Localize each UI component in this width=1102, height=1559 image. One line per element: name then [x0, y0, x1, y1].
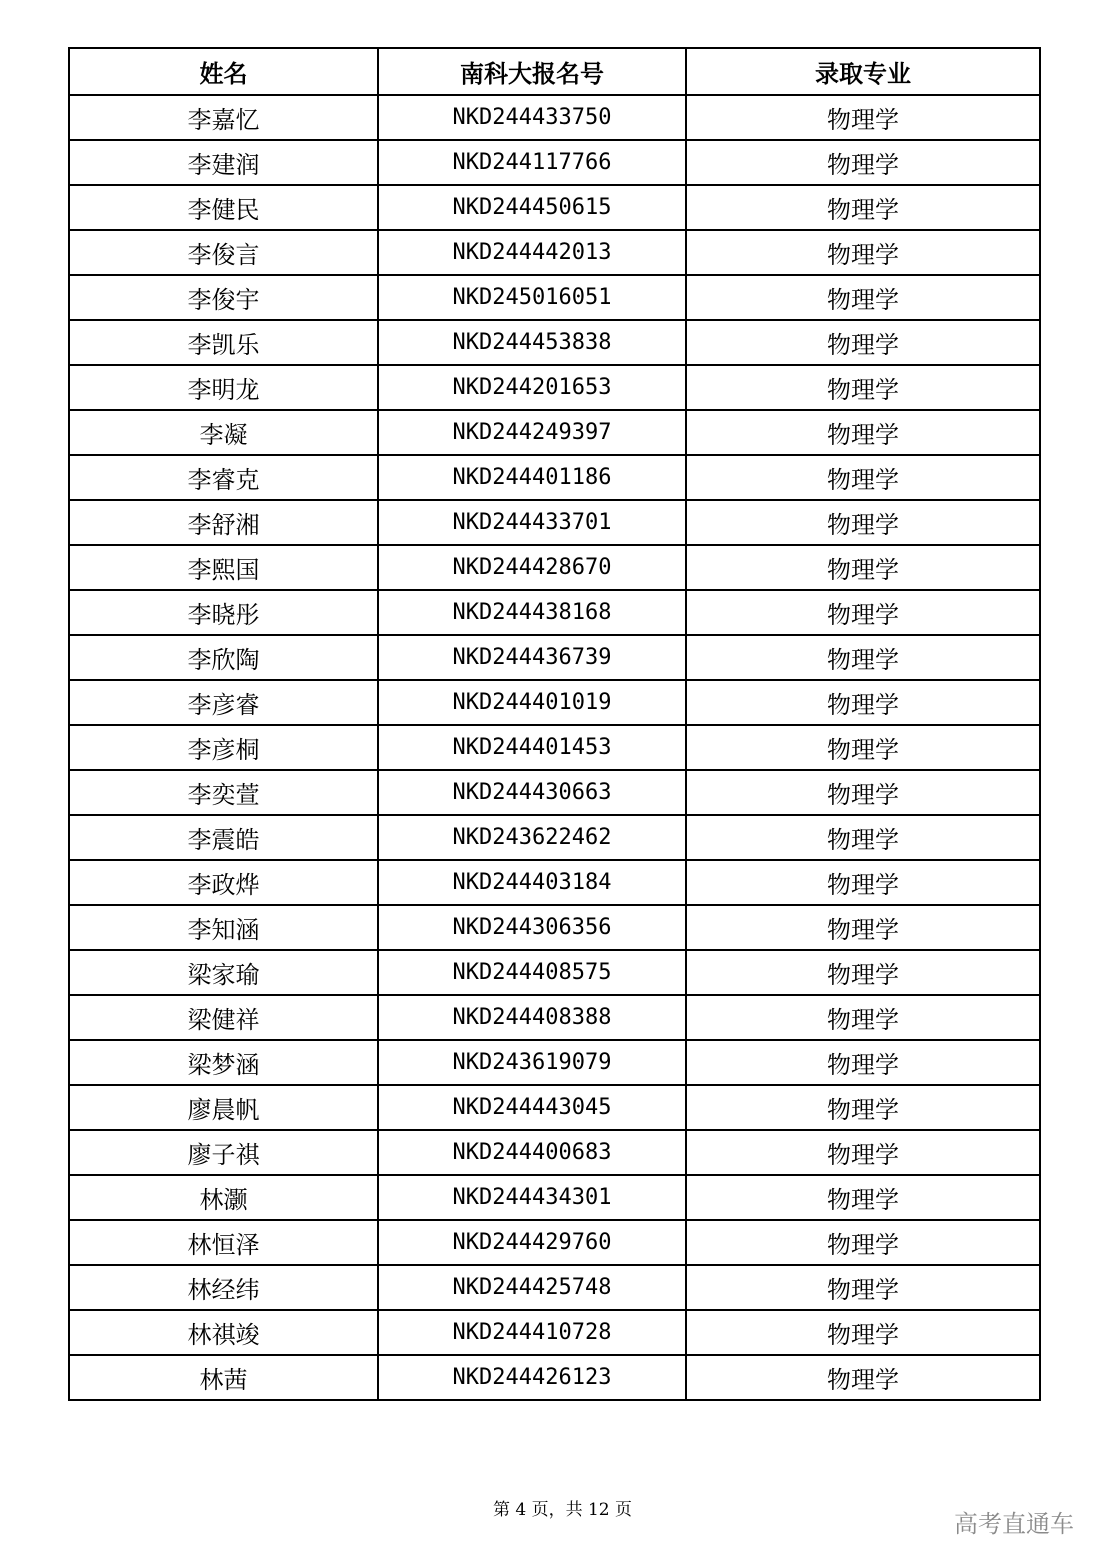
admitted-major: 物理学 — [686, 95, 1040, 140]
registration-number: NKD244428670 — [378, 545, 686, 590]
registration-number: NKD244450615 — [378, 185, 686, 230]
table-row — [69, 1085, 1040, 1130]
admitted-major: 物理学 — [686, 230, 1040, 275]
admitted-major: 物理学 — [686, 680, 1040, 725]
admitted-major: 物理学 — [686, 860, 1040, 905]
registration-number: NKD244401453 — [378, 725, 686, 770]
student-name: 梁健祥 — [69, 995, 378, 1040]
admitted-major: 物理学 — [686, 1085, 1040, 1130]
watermark: 高考直通车 — [954, 1510, 1074, 1538]
registration-number: NKD244425748 — [378, 1265, 686, 1310]
admitted-major: 物理学 — [686, 500, 1040, 545]
admitted-major: 物理学 — [686, 1310, 1040, 1355]
registration-number: NKD244442013 — [378, 230, 686, 275]
table-row — [69, 1310, 1040, 1355]
admitted-major: 物理学 — [686, 995, 1040, 1040]
registration-number: NKD244117766 — [378, 140, 686, 185]
table-row — [69, 1130, 1040, 1175]
registration-number: NKD244429760 — [378, 1220, 686, 1265]
registration-number: NKD244306356 — [378, 905, 686, 950]
table-row — [69, 950, 1040, 995]
registration-number: NKD244438168 — [378, 590, 686, 635]
registration-number: NKD244433701 — [378, 500, 686, 545]
table-row — [69, 275, 1040, 320]
table-row — [69, 770, 1040, 815]
registration-number: NKD244436739 — [378, 635, 686, 680]
page-number: 第 4 页，共 12 页 — [492, 1500, 633, 1520]
student-name: 李彦桐 — [69, 725, 378, 770]
registration-number: NKD244400683 — [378, 1130, 686, 1175]
student-name: 林经纬 — [69, 1265, 378, 1310]
table-row — [69, 860, 1040, 905]
table-row — [69, 365, 1040, 410]
table-row — [69, 1265, 1040, 1310]
admitted-major: 物理学 — [686, 590, 1040, 635]
table-row — [69, 230, 1040, 275]
admitted-major: 物理学 — [686, 320, 1040, 365]
registration-number: NKD244201653 — [378, 365, 686, 410]
admitted-major: 物理学 — [686, 1355, 1040, 1400]
table-row — [69, 635, 1040, 680]
admitted-major: 物理学 — [686, 770, 1040, 815]
admitted-major: 物理学 — [686, 905, 1040, 950]
registration-number: NKD244408388 — [378, 995, 686, 1040]
student-name: 李政烨 — [69, 860, 378, 905]
admitted-major: 物理学 — [686, 1220, 1040, 1265]
registration-number: NKD244434301 — [378, 1175, 686, 1220]
table-row — [69, 140, 1040, 185]
registration-number: NKD244401186 — [378, 455, 686, 500]
table-row — [69, 545, 1040, 590]
student-name: 李俊言 — [69, 230, 378, 275]
student-name: 李晓彤 — [69, 590, 378, 635]
registration-number: NKD244433750 — [378, 95, 686, 140]
table-row — [69, 410, 1040, 455]
student-name: 林恒泽 — [69, 1220, 378, 1265]
registration-number: NKD245016051 — [378, 275, 686, 320]
table-row — [69, 95, 1040, 140]
table-row — [69, 500, 1040, 545]
admitted-major: 物理学 — [686, 275, 1040, 320]
student-name: 李明龙 — [69, 365, 378, 410]
student-name: 李舒湘 — [69, 500, 378, 545]
registration-number: NKD244453838 — [378, 320, 686, 365]
registration-number: NKD244426123 — [378, 1355, 686, 1400]
admitted-major: 物理学 — [686, 1175, 1040, 1220]
student-name: 林茜 — [69, 1355, 378, 1400]
admitted-major: 物理学 — [686, 950, 1040, 995]
table-row — [69, 1175, 1040, 1220]
admitted-major: 物理学 — [686, 410, 1040, 455]
table-row — [69, 590, 1040, 635]
admission-table — [68, 47, 1041, 1401]
registration-number: NKD243622462 — [378, 815, 686, 860]
student-name: 梁梦涵 — [69, 1040, 378, 1085]
table-row — [69, 725, 1040, 770]
table-row — [69, 320, 1040, 365]
table-row — [69, 1220, 1040, 1265]
admitted-major: 物理学 — [686, 185, 1040, 230]
admitted-major: 物理学 — [686, 725, 1040, 770]
student-name: 李凝 — [69, 410, 378, 455]
admitted-major: 物理学 — [686, 1130, 1040, 1175]
table-row — [69, 680, 1040, 725]
registration-number: NKD244401019 — [378, 680, 686, 725]
table-row — [69, 185, 1040, 230]
header-name: 姓名 — [69, 48, 378, 95]
table-row — [69, 815, 1040, 860]
registration-number: NKD244408575 — [378, 950, 686, 995]
table-row — [69, 1355, 1040, 1400]
admitted-major: 物理学 — [686, 140, 1040, 185]
registration-number: NKD244410728 — [378, 1310, 686, 1355]
table-body — [69, 95, 1040, 1400]
registration-number: NKD244403184 — [378, 860, 686, 905]
student-name: 林灏 — [69, 1175, 378, 1220]
table-row — [69, 455, 1040, 500]
student-name: 廖子祺 — [69, 1130, 378, 1175]
student-name: 李欣陶 — [69, 635, 378, 680]
student-name: 李睿克 — [69, 455, 378, 500]
student-name: 廖晨帆 — [69, 1085, 378, 1130]
admitted-major: 物理学 — [686, 545, 1040, 590]
student-name: 梁家瑜 — [69, 950, 378, 995]
admitted-major: 物理学 — [686, 1265, 1040, 1310]
student-name: 李健民 — [69, 185, 378, 230]
table-row — [69, 905, 1040, 950]
registration-number: NKD244249397 — [378, 410, 686, 455]
student-name: 林祺竣 — [69, 1310, 378, 1355]
student-name: 李彦睿 — [69, 680, 378, 725]
table-header-row — [69, 48, 1040, 95]
student-name: 李知涵 — [69, 905, 378, 950]
student-name: 李熙国 — [69, 545, 378, 590]
student-name: 李俊宇 — [69, 275, 378, 320]
registration-number: NKD243619079 — [378, 1040, 686, 1085]
student-name: 李凯乐 — [69, 320, 378, 365]
header-major: 录取专业 — [686, 48, 1040, 95]
student-name: 李建润 — [69, 140, 378, 185]
student-name: 李嘉忆 — [69, 95, 378, 140]
student-name: 李奕萱 — [69, 770, 378, 815]
admitted-major: 物理学 — [686, 815, 1040, 860]
registration-number: NKD244430663 — [378, 770, 686, 815]
header-registration-number: 南科大报名号 — [378, 48, 686, 95]
admitted-major: 物理学 — [686, 1040, 1040, 1085]
admitted-major: 物理学 — [686, 635, 1040, 680]
admitted-major: 物理学 — [686, 455, 1040, 500]
student-name: 李震皓 — [69, 815, 378, 860]
table-row — [69, 995, 1040, 1040]
admitted-major: 物理学 — [686, 365, 1040, 410]
table-row — [69, 1040, 1040, 1085]
registration-number: NKD244443045 — [378, 1085, 686, 1130]
